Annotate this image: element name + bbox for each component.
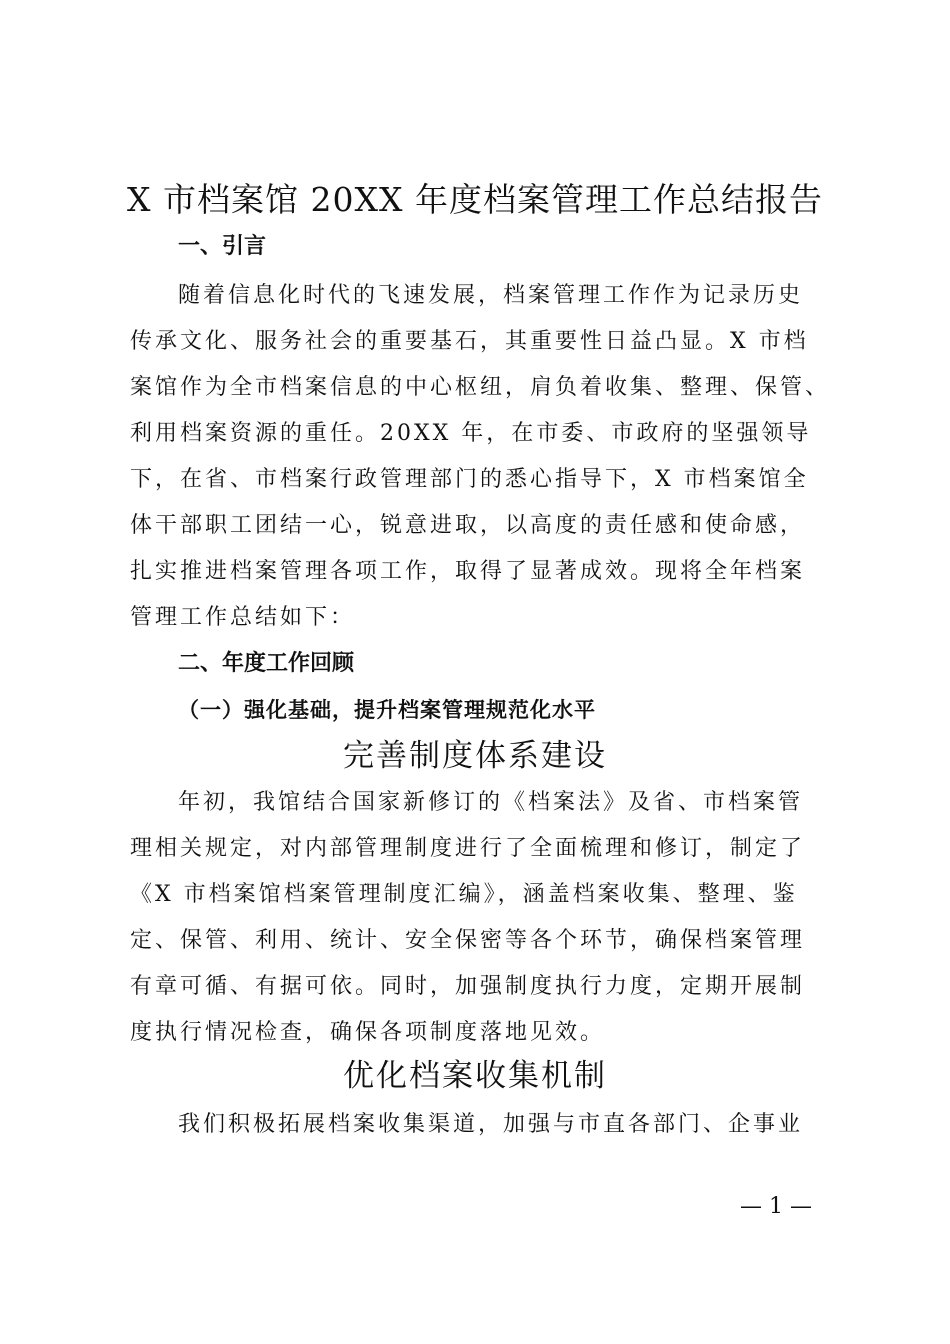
paragraph-line: 随着信息化时代的飞速发展，档案管理工作作为记录历史 [178, 283, 804, 308]
section-title-system: 完善制度体系建设 [343, 738, 607, 774]
paragraph-line: 年初，我馆结合国家新修订的《档案法》及省、市档案管 [178, 790, 804, 815]
section-title-collection: 优化档案收集机制 [343, 1058, 607, 1094]
paragraph-line: 理相关规定，对内部管理制度进行了全面梳理和修订，制定了 [130, 836, 806, 861]
paragraph-line: 传承文化、服务社会的重要基石，其重要性日益凸显。X 市档 [130, 329, 809, 354]
paragraph-line: 定、保管、利用、统计、安全保密等各个环节，确保档案管理 [130, 928, 806, 953]
paragraph-line: 度执行情况检查，确保各项制度落地见效。 [130, 1020, 606, 1045]
paragraph-line: 管理工作总结如下： [130, 605, 356, 630]
paragraph-line: 下，在省、市档案行政管理部门的悉心指导下，X 市档案馆全 [130, 467, 809, 492]
section-heading-intro: 一、引言 [178, 234, 267, 259]
subsection-heading: （一）强化基础，提升档案管理规范化水平 [178, 697, 596, 722]
paragraph-line: 体干部职工团结一心，锐意进取，以高度的责任感和使命感， [130, 513, 806, 538]
paragraph-line: 案馆作为全市档案信息的中心枢纽，肩负着收集、整理、保管、 [130, 375, 831, 400]
section-heading-review: 二、年度工作回顾 [178, 651, 355, 676]
page-number: — 1 — [740, 1194, 812, 1219]
paragraph-line: 扎实推进档案管理各项工作，取得了显著成效。现将全年档案 [130, 559, 806, 584]
paragraph-line: 利用档案资源的重任。20XX 年，在市委、市政府的坚强领导 [130, 421, 812, 446]
paragraph-line: 《X 市档案馆档案管理制度汇编》，涵盖档案收集、整理、鉴 [130, 882, 798, 907]
document-title: X 市档案馆 20XX 年度档案管理工作总结报告 [127, 180, 823, 219]
paragraph-line: 有章可循、有据可依。同时，加强制度执行力度，定期开展制 [130, 974, 806, 999]
paragraph-line: 我们积极拓展档案收集渠道，加强与市直各部门、企事业 [178, 1112, 804, 1137]
